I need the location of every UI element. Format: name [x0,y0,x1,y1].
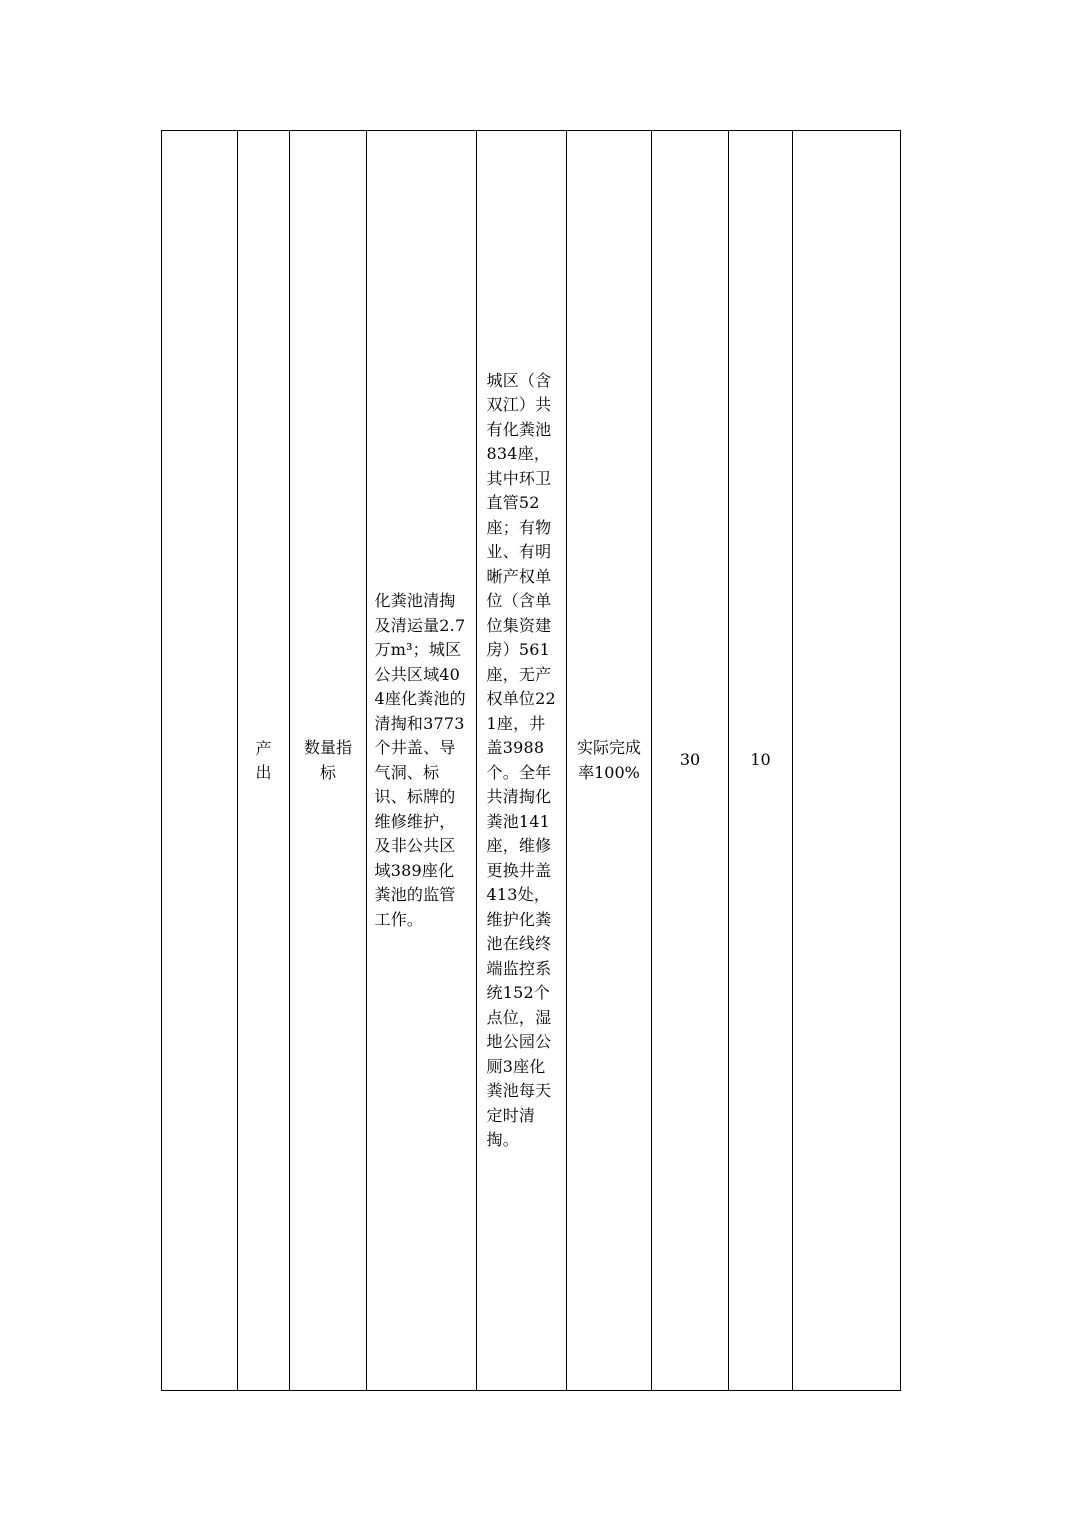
third-level-indicator-cell [290,131,367,1391]
score-text: 10 [750,750,771,770]
table-row [162,131,901,1391]
weight-text: 30 [679,750,701,770]
scoring-standard-cell [567,131,652,1391]
actual-completion-text: 城区（含双江）共有化粪池834座，其中环卫直管52座；有物业、有明晰产权单位（含单位集资建房）561座，无产权单位221座，井盖3988个。全年共清掏化粪池141座，维修更换井盖413处，维护化粪池在线终端监控系统152个点位，湿地公园公厕3座化粪池每天定时清掏。 [486,370,556,1149]
first-level-indicator-cell [162,131,238,1391]
third-level-indicator-text: 数量指标 [303,738,352,782]
second-level-indicator-cell [238,131,290,1391]
performance-table [161,130,901,1391]
second-level-indicator-text: 产出 [255,738,272,782]
weight-cell [652,131,729,1391]
annual-target-text: 化粪池清掏及清运量2.7万m³；城区公共区域404座化粪池的清掏和3773个井盖、导气洞、标识、标牌的维修维护，及非公共区域389座化粪池的监管工作。 [374,591,466,929]
remarks-cell [793,131,901,1391]
scoring-standard-text: 实际完成率100% [577,738,642,782]
score-cell [729,131,793,1391]
annual-target-cell [367,131,477,1391]
actual-completion-cell [477,131,567,1391]
